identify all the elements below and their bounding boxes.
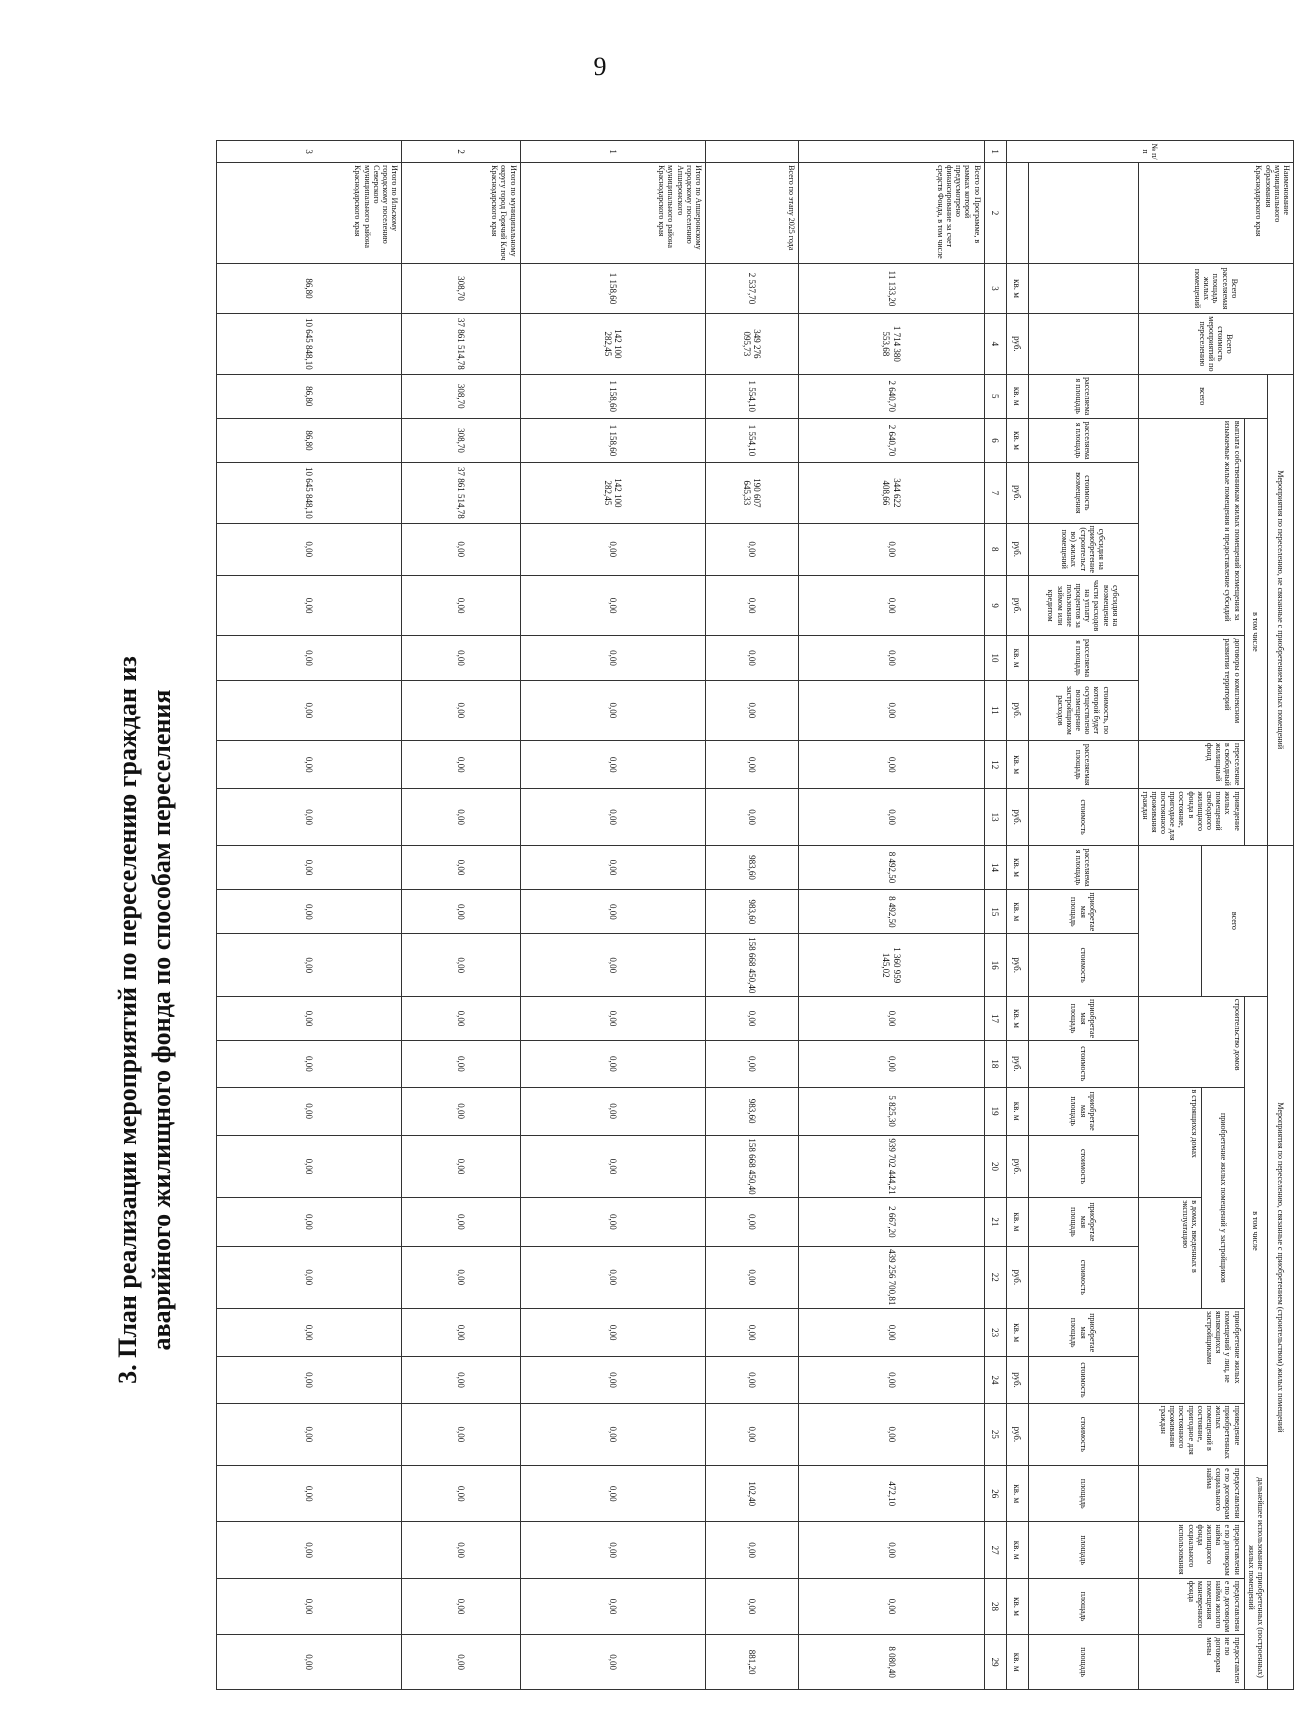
value-cell: 0,00 [402,934,520,996]
value-cell: 0,00 [402,523,520,575]
value-cell: 0,00 [402,1309,520,1357]
value-cell: 0,00 [520,1466,705,1522]
column-number-cell: 23 [984,1309,1006,1357]
value-cell: 0,00 [402,1522,520,1578]
unit-cell: руб. [1006,1357,1028,1403]
value-cell: 1 554,10 [705,418,798,462]
value-cell: 0,00 [216,934,401,996]
value-cell: 37 861 514,78 [402,314,520,374]
value-cell: 10 645 848,10 [216,463,401,523]
value-cell: 0,00 [402,1135,520,1197]
value-cell: 308,70 [402,263,520,313]
value-cell: 8 492,50 [799,845,984,889]
header-group-a-total: всего [1138,374,1267,418]
column-number-cell: 16 [984,934,1006,996]
unit-cell: кв. м [1006,996,1028,1040]
value-cell: 0,00 [520,845,705,889]
value-cell: 86,80 [216,263,401,313]
value-cell: 158 668 450,40 [705,934,798,996]
value-cell: 0,00 [520,636,705,680]
unit-cell: кв. м [1006,1309,1028,1357]
value-cell: 0,00 [520,890,705,934]
value-cell: 0,00 [520,1246,705,1308]
header-sub-10: расселяемая площадь [1028,636,1138,680]
value-cell: 0,00 [402,741,520,789]
column-number-cell: 5 [984,374,1006,418]
unit-cell-municipality [1006,163,1028,264]
value-cell: 0,00 [799,996,984,1040]
unit-cell: кв. м [1006,418,1028,462]
column-number-cell: 22 [984,1246,1006,1308]
value-cell: 0,00 [402,890,520,934]
value-cell: 0,00 [216,1466,401,1522]
column-number-cell: 9 [984,575,1006,635]
value-cell: 0,00 [402,636,520,680]
header-stroitelstvo: строительство домов [1138,996,1244,1087]
header-sub-19: приобретаемая площадь [1028,1087,1138,1135]
value-cell: 0,00 [520,1522,705,1578]
value-cell: 8 080,40 [799,1635,984,1690]
value-cell: 0,00 [216,1357,401,1403]
value-cell: 0,00 [799,680,984,740]
header-total-area: Всего расселяемая площадь жилых помещений [1138,263,1293,313]
header-v-domah: в домах, введенных в эксплуатацию [1138,1198,1202,1309]
header-sub-13: стоимость [1028,789,1138,846]
header-municipality: Наименование муниципального образования Краснодарского края [1138,163,1293,264]
header-group-a: Мероприятия по переселению, не связанные с приобретением жилых помещений [1268,374,1294,845]
value-cell: 0,00 [216,1041,401,1087]
value-cell: 344 622 408,66 [799,463,984,523]
row-municipality-name: Итого по Ильскому городскому поселению Северского муниципального района Краснодарского края [216,163,401,264]
header-mena: предоставление по договорам мены [1138,1635,1244,1690]
value-cell: 158 668 450,40 [705,1135,798,1197]
value-cell: 0,00 [520,996,705,1040]
value-cell: 1 158,60 [520,263,705,313]
value-cell: 0,00 [216,575,401,635]
value-cell: 2 537,70 [705,263,798,313]
value-cell: 0,00 [799,575,984,635]
header-group-c: дальнейшее использование приобретенных (построенных) жилых помещений [1244,1466,1267,1690]
header-group-b-incl: в том числе [1244,996,1267,1465]
column-number-cell: 14 [984,845,1006,889]
unit-cell: кв. м [1006,1522,1028,1578]
value-cell: 0,00 [402,996,520,1040]
value-cell: 0,00 [216,845,401,889]
value-cell: 472,10 [799,1466,984,1522]
value-cell: 142 100 282,45 [520,314,705,374]
column-number-cell: 28 [984,1578,1006,1634]
header-sub-18: стоимость [1028,1041,1138,1087]
value-cell: 0,00 [705,789,798,846]
header-kommerch: предоставление по договорам найма жилищного фонда социального использования [1138,1522,1244,1578]
column-number-cell: 1 [984,141,1006,163]
column-number-cell: 19 [984,1087,1006,1135]
table-row [520,141,705,1690]
header-sub-7: стоимость возмещения [1028,463,1138,523]
header-sub-23: приобретаемая площадь [1028,1309,1138,1357]
column-number-cell: 2 [984,163,1006,264]
header-payout: выплата собственникам жилых помещений возмещения за изымаемые жилые помещения и предоставление субсидий [1138,418,1244,635]
row-index: 3 [216,141,401,163]
column-number-cell: 25 [984,1403,1006,1465]
title-line-2: аварийного жилищного фонда по способам переселения [147,689,176,1351]
value-cell: 0,00 [216,789,401,846]
value-cell: 1 554,10 [705,374,798,418]
value-cell: 0,00 [705,1309,798,1357]
header-group-b: Мероприятия по переселению, связанные с приобретением (строительством) жилых помещений [1268,845,1294,1689]
value-cell: 0,00 [402,1041,520,1087]
header-sub-26: площадь [1028,1466,1138,1522]
header-b-total-spacer [1138,845,1202,996]
header-sub-28: площадь [1028,1578,1138,1634]
value-cell: 0,00 [705,680,798,740]
unit-cell: кв. м [1006,1578,1028,1634]
column-number-cell: 15 [984,890,1006,934]
value-cell: 0,00 [402,1198,520,1246]
value-cell: 0,00 [216,1522,401,1578]
unit-cell: руб. [1006,314,1028,374]
header-sub-27: площадь [1028,1522,1138,1578]
value-cell: 0,00 [799,1309,984,1357]
value-cell: 939 702 444,21 [799,1135,984,1197]
unit-cell: кв. м [1006,1198,1028,1246]
value-cell: 983,60 [705,890,798,934]
value-cell: 0,00 [520,741,705,789]
value-cell: 0,00 [216,1198,401,1246]
unit-cell: кв. м [1006,890,1028,934]
column-number-cell: 10 [984,636,1006,680]
value-cell: 11 133,20 [799,263,984,313]
unit-cell: кв. м [1006,1635,1028,1690]
value-cell: 0,00 [799,523,984,575]
value-cell: 0,00 [520,1309,705,1357]
header-num: № п/п [1006,141,1293,163]
value-cell: 0,00 [705,1041,798,1087]
value-cell: 142 100 282,45 [520,463,705,523]
value-cell: 0,00 [799,1578,984,1634]
header-group-b-total: всего [1202,845,1268,996]
header-v-stroyaschihsya: в строящихся домах [1138,1087,1202,1198]
unit-cell: кв. м [1006,741,1028,789]
value-cell: 0,00 [799,636,984,680]
plan-table-wrapper [222,140,1294,1690]
value-cell: 0,00 [402,1403,520,1465]
header-privedenie-b: приведение приобретенных жилых помещений в состояние, пригодное для постоянного проживания граждан [1138,1403,1244,1465]
header-dogovor: договоры о комплексном развитии территорий [1138,636,1244,741]
value-cell: 0,00 [705,523,798,575]
value-cell: 881,20 [705,1635,798,1690]
value-cell: 190 607 645,33 [705,463,798,523]
header-sub-2 [1028,163,1138,264]
unit-cell: руб. [1006,523,1028,575]
header-sub-21: приобретаемая площадь [1028,1198,1138,1246]
unit-cell: руб. [1006,680,1028,740]
plan-table [216,140,1294,1690]
value-cell: 2 640,70 [799,374,984,418]
header-total-cost: Всего стоимость мероприятий по переселению [1138,314,1293,374]
header-sub-15: приобретаемая площадь [1028,890,1138,934]
header-group-a-incl: в том числе [1244,418,1267,845]
value-cell: 0,00 [520,789,705,846]
value-cell: 0,00 [705,1578,798,1634]
row-municipality-name: Итого по Апшеронскому городскому поселению Апшеронского муниципального района Краснодарского края [520,163,705,264]
value-cell: 0,00 [216,680,401,740]
column-number-cell: 27 [984,1522,1006,1578]
unit-cell: руб. [1006,1041,1028,1087]
header-sub-8: субсидия на приобретение (строительство) жилых помещений [1028,523,1138,575]
value-cell: 0,00 [402,1578,520,1634]
header-sub-12: расселяемая площадь [1028,741,1138,789]
table-row [799,141,984,1690]
value-cell: 0,00 [216,1246,401,1308]
header-privedenie-a: приведение жилых помещений свободного жилищного фонда в состояние, пригодное для постоянного проживания граждан [1138,789,1244,846]
unit-cell: руб. [1006,934,1028,996]
value-cell: 2 640,70 [799,418,984,462]
unit-cell: кв. м [1006,1087,1028,1135]
value-cell: 0,00 [216,1135,401,1197]
header-sub-11: стоимость, по которой будет осуществлено возмещение застройщиком расходов [1028,680,1138,740]
value-cell: 983,60 [705,1087,798,1135]
value-cell: 0,00 [402,680,520,740]
value-cell: 0,00 [520,934,705,996]
value-cell: 0,00 [216,741,401,789]
unit-cell: руб. [1006,1403,1028,1465]
value-cell: 0,00 [520,1578,705,1634]
unit-cell: кв. м [1006,263,1028,313]
header-fond: переселение в свободный жилищный фонд [1138,741,1244,789]
value-cell: 5 825,30 [799,1087,984,1135]
value-cell: 0,00 [799,1522,984,1578]
value-cell: 102,40 [705,1466,798,1522]
value-cell: 0,00 [402,845,520,889]
column-number-cell: 24 [984,1357,1006,1403]
column-number-cell: 4 [984,314,1006,374]
column-number-cell: 6 [984,418,1006,462]
header-sub-6: расселяемая площадь [1028,418,1138,462]
value-cell: 0,00 [216,1087,401,1135]
value-cell: 0,00 [705,1246,798,1308]
value-cell: 1 158,60 [520,418,705,462]
value-cell: 0,00 [216,523,401,575]
unit-cell: кв. м [1006,1466,1028,1522]
value-cell: 0,00 [705,996,798,1040]
value-cell: 0,00 [705,1522,798,1578]
value-cell: 0,00 [216,1403,401,1465]
value-cell: 0,00 [402,789,520,846]
page-number: 9 [593,52,607,81]
value-cell: 0,00 [520,1403,705,1465]
unit-cell: руб. [1006,1135,1028,1197]
value-cell: 8 492,50 [799,890,984,934]
value-cell: 0,00 [520,575,705,635]
column-number-cell: 11 [984,680,1006,740]
title-line-1: 3. План реализации мероприятий по переселению граждан из [113,656,142,1384]
column-number-cell: 8 [984,523,1006,575]
value-cell: 86,80 [216,374,401,418]
column-number-cell: 21 [984,1198,1006,1246]
unit-cell: руб. [1006,463,1028,523]
column-number-cell: 13 [984,789,1006,846]
value-cell: 1 360 959 145,02 [799,934,984,996]
header-sub-24: стоимость [1028,1357,1138,1403]
row-index: 1 [520,141,705,163]
value-cell: 0,00 [520,680,705,740]
value-cell: 0,00 [705,636,798,680]
value-cell: 0,00 [705,1357,798,1403]
value-cell: 0,00 [216,1578,401,1634]
header-sub-20: стоимость [1028,1135,1138,1197]
value-cell: 37 861 514,78 [402,463,520,523]
table-row [705,141,798,1690]
unit-cell: руб. [1006,575,1028,635]
header-sub-5: расселяемая площадь [1028,374,1138,418]
value-cell: 2 667,20 [799,1198,984,1246]
value-cell: 0,00 [402,575,520,635]
value-cell: 0,00 [799,1403,984,1465]
row-index: 2 [402,141,520,163]
unit-cell: руб. [1006,789,1028,846]
header-sub-22: стоимость [1028,1246,1138,1308]
row-municipality-name: Всего по Программе, в рамках которой предусмотрено финансирование за счет средств Фонда, в том числе [799,163,984,264]
value-cell: 0,00 [402,1087,520,1135]
page-title [111,320,191,1720]
header-priobr-zastr: приобретение жилых помещений у застройщиков [1202,1087,1244,1309]
header-sub-9: субсидия на возмещение части расходов на уплату процентов за пользование займом или кредитом [1028,575,1138,635]
header-sub-29: площадь [1028,1635,1138,1690]
value-cell: 0,00 [705,575,798,635]
header-sub-17: приобретаемая площадь [1028,996,1138,1040]
value-cell: 0,00 [402,1466,520,1522]
value-cell: 0,00 [216,890,401,934]
value-cell: 349 276 095,73 [705,314,798,374]
value-cell: 0,00 [799,1357,984,1403]
value-cell: 86,80 [216,418,401,462]
header-sub-3 [1028,263,1138,313]
value-cell: 0,00 [402,1246,520,1308]
unit-cell: кв. м [1006,636,1028,680]
header-priobr-lic: приобретение жилых помещений у лиц, не являющихся застройщиками [1138,1309,1244,1404]
header-soc: предоставление по договорам социального найма [1138,1466,1244,1522]
value-cell: 10 645 848,10 [216,314,401,374]
column-number-cell: 7 [984,463,1006,523]
value-cell: 1 158,60 [520,374,705,418]
value-cell: 0,00 [216,1309,401,1357]
column-number-cell: 17 [984,996,1006,1040]
value-cell: 308,70 [402,374,520,418]
value-cell: 983,60 [705,845,798,889]
row-index [799,141,984,163]
column-number-cell: 29 [984,1635,1006,1690]
header-sub-25: стоимость [1028,1403,1138,1465]
value-cell: 0,00 [799,741,984,789]
value-cell: 0,00 [705,1198,798,1246]
value-cell: 0,00 [520,1357,705,1403]
row-index [705,141,798,163]
header-sub-14: расселяемая площадь [1028,845,1138,889]
header-sub-16: стоимость [1028,934,1138,996]
value-cell: 0,00 [520,523,705,575]
unit-cell: кв. м [1006,845,1028,889]
value-cell: 308,70 [402,418,520,462]
header-sub-4 [1028,314,1138,374]
value-cell: 0,00 [402,1357,520,1403]
column-number-cell: 20 [984,1135,1006,1197]
value-cell: 0,00 [216,1635,401,1690]
unit-cell: кв. м [1006,374,1028,418]
value-cell: 0,00 [520,1087,705,1135]
value-cell: 0,00 [705,1403,798,1465]
column-number-cell: 18 [984,1041,1006,1087]
value-cell: 0,00 [520,1635,705,1690]
value-cell: 0,00 [705,741,798,789]
header-mnz: предоставление по договорам найма жилого помещения маневренного фонда [1138,1578,1244,1634]
table-row [216,141,401,1690]
column-number-cell: 12 [984,741,1006,789]
column-number-cell: 3 [984,263,1006,313]
value-cell: 0,00 [216,996,401,1040]
row-municipality-name: Итого по муниципальному округу город Горячий Ключ Краснодарского края [402,163,520,264]
table-row [402,141,520,1690]
value-cell: 0,00 [520,1135,705,1197]
value-cell: 0,00 [216,636,401,680]
value-cell: 0,00 [402,1635,520,1690]
value-cell: 1 714 380 553,68 [799,314,984,374]
value-cell: 0,00 [520,1198,705,1246]
row-municipality-name: Всего по этапу 2025 года [705,163,798,264]
column-number-cell: 26 [984,1466,1006,1522]
value-cell: 0,00 [799,789,984,846]
value-cell: 439 256 700,81 [799,1246,984,1308]
value-cell: 0,00 [799,1041,984,1087]
unit-cell: руб. [1006,1246,1028,1308]
value-cell: 0,00 [520,1041,705,1087]
